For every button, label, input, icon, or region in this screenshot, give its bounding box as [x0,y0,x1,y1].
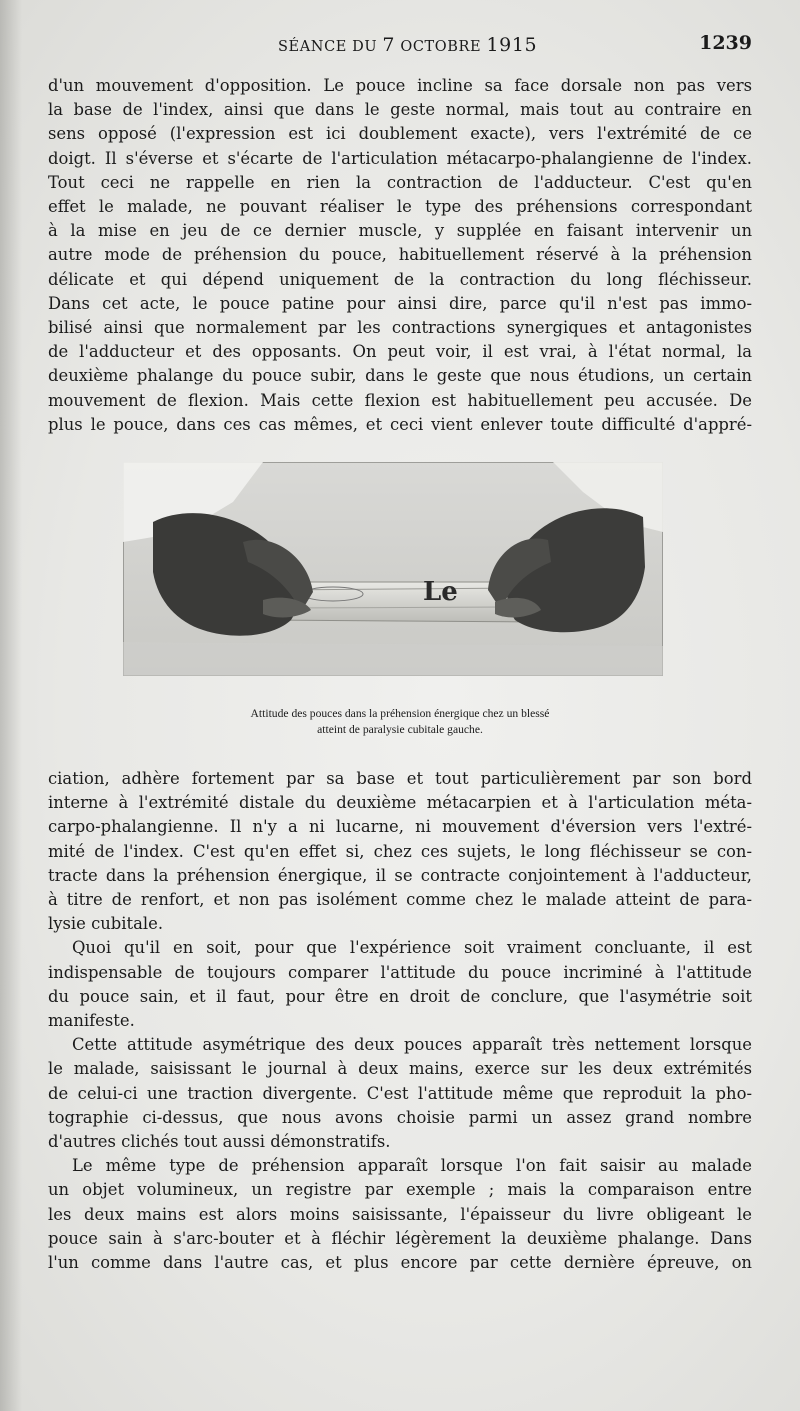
text-line: un objet volumineux, un registre par exemple ; mais la comparaison entre [48,1180,752,1200]
text-line: indispensable de toujours comparer l'attitude du pouce incriminé à l'attitude [48,962,752,982]
text-line: les deux mains est alors moins saisissante, l'épaisseur du livre obligeant le [48,1204,752,1224]
text-line: tracte dans la préhension énergique, il se contracte conjointement à l'adducteur, [48,865,752,885]
text-line: sens opposé (l'expression est ici doublement exacte), vers l'extrémité de ce [48,124,752,144]
paragraph-top [48,74,752,437]
page-header [48,32,752,58]
text-line: carpo-phalangienne. Il n'y a ni lucarne, ni mouvement d'éversion vers l'extré- [48,817,752,837]
text-line: Quoi qu'il en soit, pour que l'expérience soit vraiment concluante, il est [72,938,752,958]
text-line: ciation, adhère fortement par sa base et tout particulièrement par son bord [48,769,752,788]
figure-photograph [123,462,663,676]
running-head [278,34,537,56]
text-line: du pouce sain, et il faut, pour être en droit de conclure, que l'asymétrie soit [48,986,752,1006]
text-line: Dans cet acte, le pouce patine pour ainsi dire, parce qu'il n'est pas immo- [48,293,752,313]
text-line: tographie ci-dessus, que nous avons choisie parmi un assez grand nombre [48,1107,752,1127]
text-line: à la mise en jeu de ce dernier muscle, y supplée en faisant intervenir un [48,221,752,241]
running-head-year: 1915 [486,34,538,56]
figure-caption [150,706,650,738]
text-line: la base de l'index, ainsi que dans le geste normal, mais tout au contraire en [48,100,752,120]
text-line: d'autres clichés tout aussi démonstratifs. [48,1132,391,1152]
text-line: mouvement de flexion. Mais cette flexion est habituellement peu accusée. De [48,390,752,410]
text-line: pouce sain à s'arc-bouter et à fléchir légèrement la deuxième phalange. Dans [48,1228,752,1248]
text-line: d'un mouvement d'opposition. Le pouce incline sa face dorsale non pas vers [48,76,752,95]
text-line: Cette attitude asymétrique des deux pouces apparaît très nettement lorsque [72,1035,752,1055]
text-line: le malade, saisissant le journal à deux mains, exerce sur les deux extrémités [48,1059,752,1079]
page-number: 1239 [699,32,752,54]
newspaper-masthead: Le [423,577,458,607]
text-line: plus le pouce, dans ces cas mêmes, et ceci vient enlever toute difficulté d'appré- [48,414,752,434]
text-line: à titre de renfort, et non pas isolément comme chez le malade atteint de para- [48,890,752,910]
text-line: interne à l'extrémité distale du deuxième métacarpien et à l'articulation méta- [48,793,752,813]
photo-hands-holding-newspaper [123,462,663,676]
text-line: manifeste. [48,1011,135,1031]
text-line: effet le malade, ne pouvant réaliser le type des préhensions correspondant [48,197,752,217]
text-line: deuxième phalange du pouce subir, dans le geste que nous étudions, un certain [48,366,752,386]
caption-line: atteint de paralysie cubitale gauche. [317,723,483,736]
running-head-day: 7 [382,34,396,56]
text-line: lysie cubitale. [48,914,164,934]
text-line: délicate et qui dépend uniquement de la contraction du long fléchisseur. [48,269,752,289]
text-line: de l'adducteur et des opposants. On peut voir, il est vrai, à l'état normal, la [48,342,752,362]
paragraph-bottom [48,767,752,1275]
page-gutter-shadow [0,0,22,1411]
text-line: doigt. Il s'éverse et s'écarte de l'articulation métacarpo-phalangienne de l'index. [48,148,752,168]
text-line: mité de l'index. C'est qu'en effet si, chez ces sujets, le long fléchisseur se con- [48,841,752,861]
text-line: l'un comme dans l'autre cas, et plus encore par cette dernière épreuve, on [48,1253,752,1273]
running-head-month: OCTOBRE [395,39,487,55]
text-line: bilisé ainsi que normalement par les contractions synergiques et antagonistes [48,318,752,338]
text-line: Tout ceci ne rappelle en rien la contraction de l'adducteur. C'est qu'en [48,172,752,192]
text-line: autre mode de préhension du pouce, habituellement réservé à la préhension [48,245,752,265]
running-head-prefix: SÉANCE DU [278,39,383,55]
text-line: de celui-ci une traction divergente. C'est l'attitude même que reproduit la pho- [48,1083,752,1103]
caption-line: Attitude des pouces dans la préhension énergique chez un blessé [250,707,550,720]
text-line: Le même type de préhension apparaît lorsque l'on fait saisir au malade [72,1156,752,1176]
